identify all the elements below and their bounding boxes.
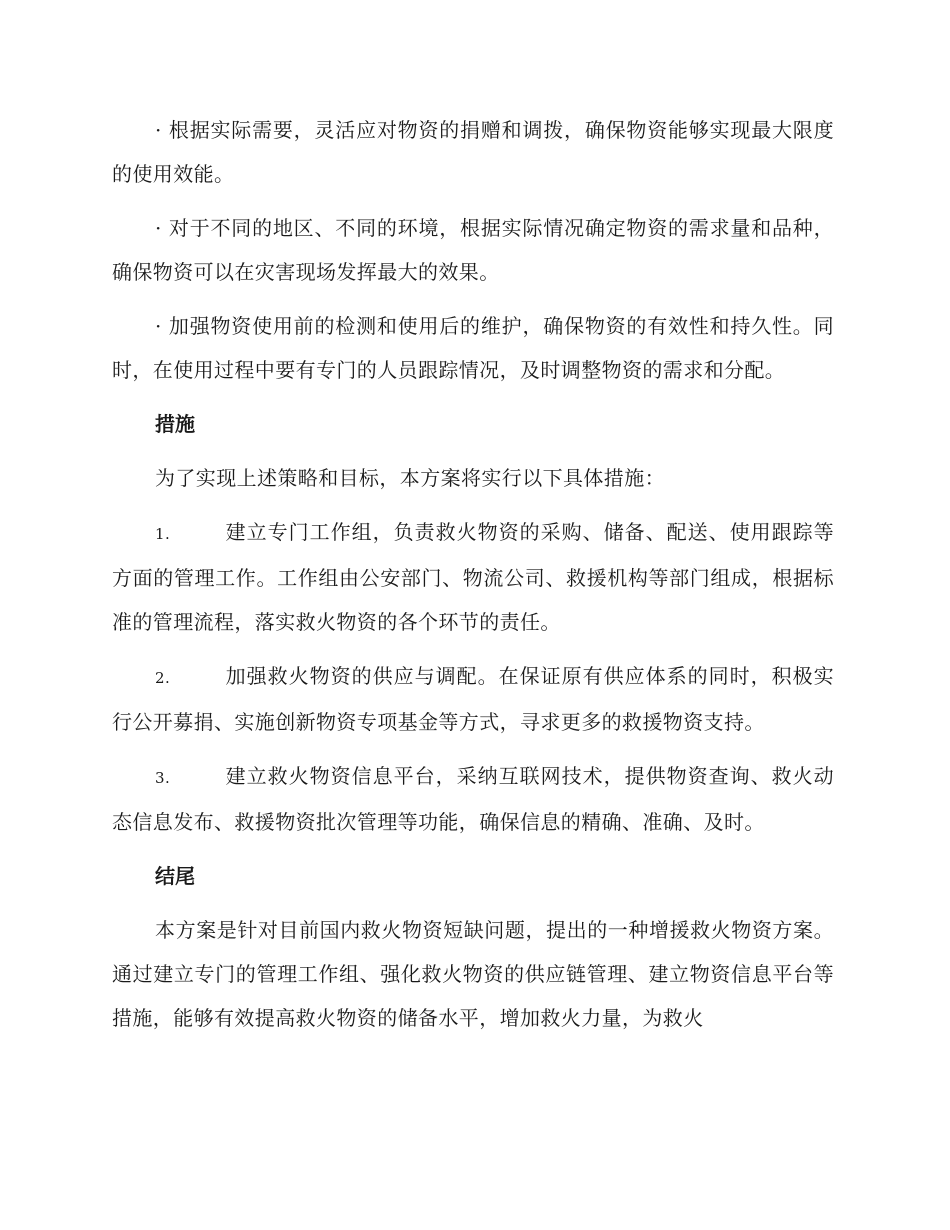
measure-text: 建立专门工作组，负责救火物资的采购、储备、配送、使用跟踪等方面的管理工作。工作组由公安部门、物流公司、救援机构等部门组成，根据标准的管理流程，落实救火物资的各个环节的责任。 [112, 520, 834, 634]
measure-text: 加强救火物资的供应与调配。在保证原有供应体系的同时，积极实行公开募捐、实施创新物资专项基金等方式，寻求更多的救援物资支持。 [112, 664, 834, 734]
measure-number: 2. [155, 669, 171, 687]
document-page [112, 108, 834, 1050]
measure-item-3 [112, 754, 834, 844]
bullet-paragraph-1: · 根据实际需要，灵活应对物资的捐赠和调拨，确保物资能够实现最大限度的使用效能。 [112, 118, 834, 186]
bullet-paragraph-3: · 加强物资使用前的检测和使用后的维护，确保物资的有效性和持久性。同时，在使用过程中要有专门的人员跟踪情况，及时调整物资的需求和分配。 [112, 314, 834, 382]
measure-item-2 [112, 654, 834, 744]
section-heading-measures: 措施 [155, 412, 195, 436]
measure-number: 1. [155, 525, 171, 543]
measure-text: 建立救火物资信息平台，采纳互联网技术，提供物资查询、救火动态信息发布、救援物资批次管理等功能，确保信息的精确、准确、及时。 [112, 764, 834, 834]
measures-intro: 为了实现上述策略和目标，本方案将实行以下具体措施： [155, 466, 665, 490]
measure-item-1 [112, 510, 834, 644]
section-heading-conclusion: 结尾 [155, 864, 195, 888]
conclusion-paragraph: 本方案是针对目前国内救火物资短缺问题，提出的一种增援救火物资方案。通过建立专门的管理工作组、强化救火物资的供应链管理、建立物资信息平台等措施，能够有效提高救火物资的储备水平，增加救火力量，为救火 [112, 918, 834, 1030]
bullet-paragraph-2: · 对于不同的地区、不同的环境，根据实际情况确定物资的需求量和品种，确保物资可以在灾害现场发挥最大的效果。 [112, 216, 834, 284]
measure-number: 3. [155, 769, 171, 787]
